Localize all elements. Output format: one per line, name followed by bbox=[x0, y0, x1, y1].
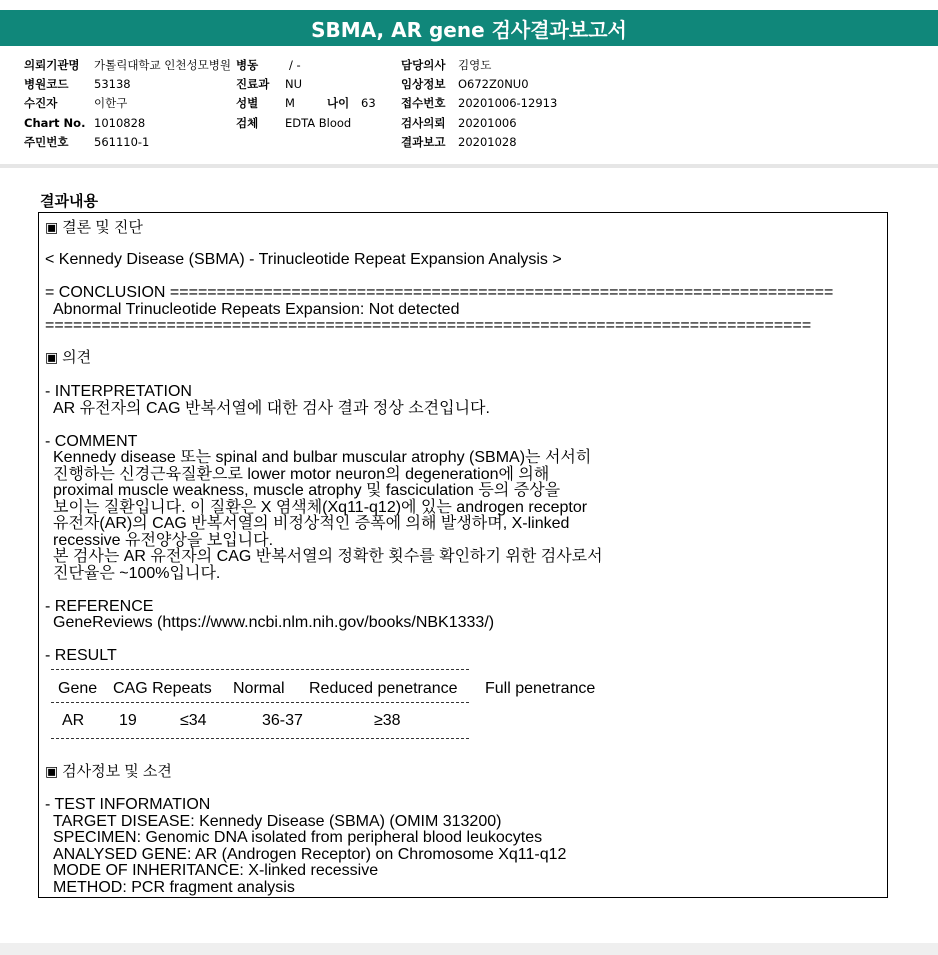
report-date-value: 20201028 bbox=[458, 134, 517, 149]
request-date-label: 검사의뢰 bbox=[401, 115, 446, 130]
bottom-band bbox=[0, 943, 938, 955]
hospital-code-label: 병원코드 bbox=[24, 77, 69, 92]
id-value: 561110-1 bbox=[94, 134, 150, 149]
table-header-reduced: Reduced penetrance bbox=[309, 680, 458, 697]
comment-line: recessive 유전양상을 보입니다. bbox=[53, 532, 274, 549]
requester-value: 이한구 bbox=[94, 96, 128, 111]
interpretation-text: AR 유전자의 CAG 반복서열에 대한 검사 결과 정상 소견입니다. bbox=[53, 400, 490, 417]
comment-line: Kennedy disease 또는 spinal and bulbar muscular atrophy (SBMA)는 서서히 bbox=[53, 449, 592, 466]
result-label: - RESULT bbox=[45, 647, 117, 664]
ward-label: 병동 bbox=[236, 58, 259, 72]
table-header-normal: Normal bbox=[233, 680, 285, 697]
ward-value: / - bbox=[289, 58, 301, 72]
testinfo-line: METHOD: PCR fragment analysis bbox=[53, 879, 295, 896]
comment-line: 본 검사는 AR 유전자의 CAG 반복서열의 정확한 횟수를 확인하기 위한 검사로서 bbox=[53, 548, 603, 565]
department-label: 진료과 bbox=[236, 77, 270, 92]
accession-label: 접수번호 bbox=[401, 96, 446, 111]
department-value: NU bbox=[285, 77, 303, 92]
square-bullet-icon: ▣ bbox=[45, 219, 63, 235]
doctor-value: 김영도 bbox=[458, 58, 492, 72]
section-divider bbox=[0, 164, 938, 168]
chart-label: Chart No. bbox=[24, 115, 86, 130]
clinical-info-value: O672Z0NU0 bbox=[458, 77, 529, 92]
table-rule-top bbox=[51, 669, 469, 670]
accession-value: 20201006-12913 bbox=[458, 96, 558, 111]
comment-line: 진단율은 ~100%입니다. bbox=[53, 565, 221, 582]
section-conclusion-header bbox=[45, 219, 143, 236]
reference-label: - REFERENCE bbox=[45, 598, 154, 615]
interpretation-label: - INTERPRETATION bbox=[45, 383, 192, 400]
comment-line: 보이는 질환입니다. 이 질환은 X 염색체(Xq11-q12)에 있는 androgen receptor bbox=[53, 499, 588, 516]
section-testinfo-header bbox=[45, 763, 172, 780]
sex-value: M bbox=[285, 96, 295, 111]
analysis-title: < Kennedy Disease (SBMA) - Trinucleotide Repeat Expansion Analysis > bbox=[45, 251, 562, 268]
conclusion-eq-bottom: ================================================================================== bbox=[45, 317, 812, 334]
section-opinion-header bbox=[45, 349, 91, 366]
age-value: 63 bbox=[361, 96, 376, 111]
institution-value: 가톨릭대학교 인천성모병원 bbox=[94, 58, 231, 72]
request-date-value: 20201006 bbox=[458, 115, 517, 130]
conclusion-eq-top: ======================================================================= bbox=[169, 284, 834, 301]
sex-label: 성별 bbox=[236, 96, 259, 111]
comment-line: 유전자(AR)의 CAG 반복서열의 비정상적인 증폭에 의해 발생하며, X-linked bbox=[53, 515, 570, 532]
comment-line: proximal muscle weakness, muscle atrophy 및 fasciculation 등의 증상을 bbox=[53, 482, 561, 499]
table-cell-normal: ≤34 bbox=[180, 712, 207, 729]
comment-line: 진행하는 신경근육질환으로 lower motor neuron의 degeneration에 의해 bbox=[53, 466, 550, 483]
conclusion-text: Abnormal Trinucleotide Repeats Expansion: Not detected bbox=[53, 301, 460, 318]
table-rule-middle bbox=[51, 702, 469, 703]
comment-label: - COMMENT bbox=[45, 433, 138, 450]
table-cell-full: ≥38 bbox=[374, 712, 401, 729]
section-conclusion-title: 결론 및 진단 bbox=[62, 219, 143, 236]
table-cell-gene: AR bbox=[62, 712, 85, 729]
table-cell-reduced: 36-37 bbox=[262, 712, 303, 729]
section-opinion-title: 의견 bbox=[62, 349, 92, 366]
testinfo-label: - TEST INFORMATION bbox=[45, 796, 211, 813]
testinfo-line: SPECIMEN: Genomic DNA isolated from peripheral blood leukocytes bbox=[53, 829, 543, 846]
table-header-full: Full penetrance bbox=[485, 680, 596, 697]
chart-value: 1010828 bbox=[94, 115, 146, 130]
result-heading: 결과내용 bbox=[40, 192, 98, 210]
table-cell-cag: 19 bbox=[119, 712, 137, 729]
square-bullet-icon: ▣ bbox=[45, 763, 63, 779]
id-label: 주민번호 bbox=[24, 134, 69, 149]
table-header-gene: Gene bbox=[58, 680, 98, 697]
clinical-info-label: 임상정보 bbox=[401, 77, 446, 92]
table-header-cag: CAG Repeats bbox=[113, 680, 212, 697]
result-box bbox=[38, 212, 888, 898]
testinfo-line: TARGET DISEASE: Kennedy Disease (SBMA) (OMIM 313200) bbox=[53, 813, 502, 830]
specimen-label: 검체 bbox=[236, 115, 259, 130]
institution-label: 의뢰기관명 bbox=[24, 58, 80, 72]
report-title: SBMA, AR gene 검사결과보고서 bbox=[0, 10, 938, 46]
doctor-label: 담당의사 bbox=[401, 58, 446, 72]
age-label: 나이 bbox=[327, 96, 350, 111]
conclusion-label: = CONCLUSION bbox=[45, 284, 170, 301]
hospital-code-value: 53138 bbox=[94, 77, 131, 92]
square-bullet-icon: ▣ bbox=[45, 349, 63, 365]
section-testinfo-title: 검사정보 및 소견 bbox=[62, 763, 172, 780]
conclusion-line bbox=[45, 284, 833, 301]
specimen-value: EDTA Blood bbox=[285, 115, 352, 130]
testinfo-line: MODE OF INHERITANCE: X-linked recessive bbox=[53, 862, 379, 879]
requester-label: 수진자 bbox=[24, 96, 58, 111]
testinfo-line: ANALYSED GENE: AR (Androgen Receptor) on Chromosome Xq11-q12 bbox=[53, 846, 567, 863]
report-date-label: 결과보고 bbox=[401, 134, 446, 149]
table-rule-bottom bbox=[51, 738, 469, 739]
reference-text: GeneReviews (https://www.ncbi.nlm.nih.gov/books/NBK1333/) bbox=[53, 614, 495, 631]
